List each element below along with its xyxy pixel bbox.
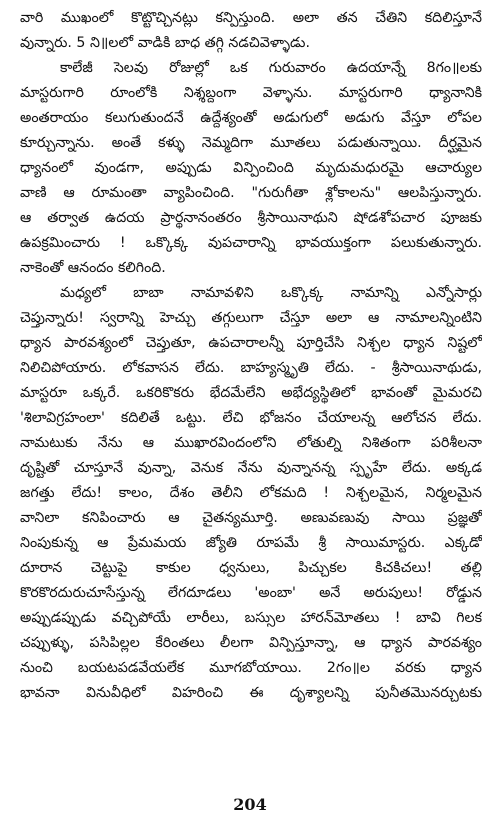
text-line: నుంచి బయటపడవేయలేక మూగబోయాయి. 2గం॥ల వరకు ధ్యాన	[20, 660, 482, 676]
text-line: నాకెంతో ఆనందం కలిగింది.	[20, 260, 166, 276]
text-line: ఆ తర్వాత ఉదయ ప్రార్థనానంతరం శ్రీసాయినాథుని షోడశోపచార పూజకు	[20, 210, 482, 226]
text-line: దూరాన చెట్టుపై కాకుల ధ్వనులు, పిచ్చుకల కిచకిచలు! తల్లి	[20, 560, 482, 576]
text-line: నిలిచిపోయారు. లోకవాసన లేదు. బాహ్యస్మృతి లేదు. - శ్రీసాయినాథుడు,	[20, 360, 482, 376]
text-line: నింపుకున్న ఆ ప్రేమమయ జ్యోతి రూపమే శ్రీ సాయిమాస్టరు. ఎక్కడో	[20, 535, 482, 551]
text-line: ధ్యానంలో వుండగా, అప్పుడు విన్పించింది మృదుమధురమై ఆచార్యుల	[20, 160, 482, 176]
text-line: మాస్టరూ ఒక్కరే. ఒకరికొకరు భేదమేలేని అభేద్యస్థితిలో భావంతో మైమరచి	[20, 385, 482, 401]
text-line: వున్నారు. 5 ని॥లలో వాడికి బాధ తగ్గి నడచివెళ్ళాడు.	[20, 35, 310, 51]
text-line: చప్పుళ్ళు, పసిపిల్లల కేరింతలు లీలగా విన్పిస్తూన్నా, ఆ ధ్యాన పారవశ్యం	[20, 635, 482, 651]
text-line: దృష్టితో చూస్తూనే వున్నా, వెనుక నేను వున్నానన్న స్పృహే లేదు. అక్కడ	[20, 460, 482, 476]
text-line: అప్పుడప్పుడు వచ్చిపోయే లారీలు, బస్సుల హారన్‌మోతలు ! బావి గిలక	[20, 610, 482, 626]
text-line: వారి ముఖంలో కొట్టొచ్చినట్లు కన్పిస్తుంది. అలా తన చేతిని కదిలిస్తూనే	[20, 10, 482, 26]
text-line: అంతరాయం కలుగుతుందనే ఉద్దేశ్యంతో అడుగులో అడుగు వేస్తూ లోపల	[20, 110, 482, 126]
text-line: కూర్చున్నాను. అంతే కళ్ళు నెమ్మదిగా మూతలు పడుతున్నాయి. దీర్ఘమైన	[20, 135, 482, 151]
text-line: కాలేజీ సెలవు రోజుల్లో ఒక గురువారం ఉదయాన్నే 8గం॥లకు	[60, 60, 482, 76]
page-number: 204	[233, 795, 267, 814]
text-line: 'శిలావిగ్రహంలా' కదిలితే ఒట్టు. లేచి భోజనం చేయాలన్న ఆలోచన లేదు.	[20, 410, 482, 426]
text-line: భావనా వినువీధిలో విహరించి ఈ దృశ్యాలన్ని పునీతమొనర్చుటకు	[20, 685, 482, 701]
text-line: నామటుకు నేను ఆ ముఖారవిందంలోని లోతుల్ని నిశితంగా పరిశీలనా	[20, 435, 482, 451]
text-line: మధ్యలో బాబా నామావళిని ఒక్కొక్క నామాన్ని ఎన్నోసార్లు	[60, 285, 482, 301]
text-line: వాణి ఆ రూమంతా వ్యాపించింది. "గురుగీతా శ్లోకాలను" ఆలపిస్తున్నారు.	[20, 185, 482, 201]
text-line: చెప్తున్నారు! స్వరాన్ని హెచ్చు తగ్గులుగా చేస్తూ అలా ఆ నామాలన్నింటిని	[20, 310, 482, 326]
text-line: మాస్టరుగారి రూంలోకి నిశ్శబ్దంగా వెళ్ళాను. మాస్టరుగారి ధ్యానానికి	[20, 85, 482, 101]
text-line: జగత్తు లేదు! కాలం, దేశం తెలీని లోకమది ! నిశ్చలమైన, నిర్మలమైన	[20, 485, 482, 501]
text-line: ధ్యాన పారవశ్యంలో చెప్తుతూ, ఉపచారాలన్నీ పూర్తిచేసి నిశ్చల ధ్యాన నిష్టలో	[20, 335, 482, 351]
text-line: కొరకొరదురుచూసేస్తున్న లేగదూడలు 'అంబా' అనే అరుపులు! రోడ్డున	[20, 585, 482, 601]
text-line: ఉపక్రమించారు ! ఒక్కొక్క వుపచారాన్ని భావయుక్తంగా పలుకుతున్నారు.	[20, 235, 482, 251]
text-line: వానిలా కనిపించారు ఆ చైతన్యమూర్తి. అణువణువు సాయి ప్రజ్ఞతో	[20, 510, 482, 526]
